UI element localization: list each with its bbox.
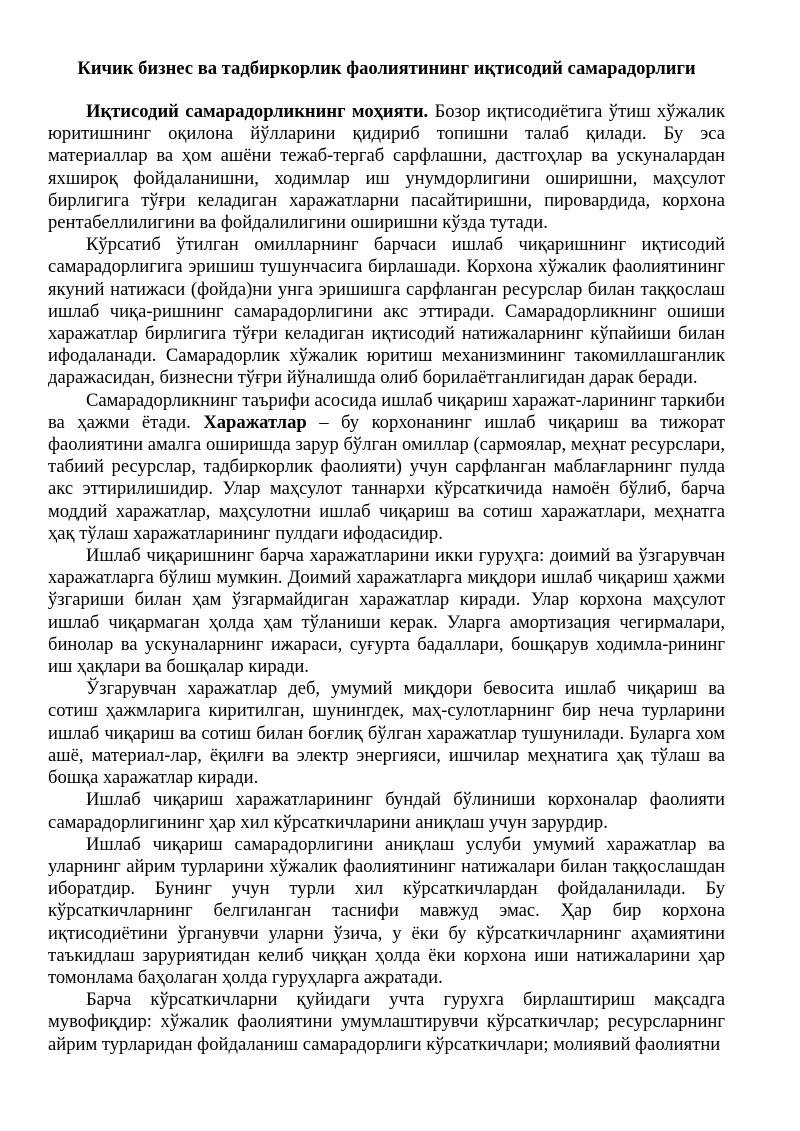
paragraph-text: Бозор иқтисодиётига ўтиш хўжалик юритишнинг оқилона йўлларини қидириб топишни талаб қилади. Бу эса материаллар ва ҳом ашёни тежаб-тергаб сарфлашни, дастгоҳлар ва ускуналардан яхшироқ фойдаланишни, ходимлар иш унумдорлигини оширишни, маҳсулот бирлигига тўғри келадиган харажатларни пасайтиришни, пировардида, корхона рентабеллилигини ва фойдалилигини оширишни кўзда тутади. [48,101,726,234]
paragraph-text: – бу корхонанинг ишлаб чиқариш ва тижорат фаолиятини амалга оширишда зарур бўлган омиллар (сармоялар, меҳнат ресурслари, табиий ресурслар, тадбиркорлик фаолияти) учун сарфланган маблағларнинг пулда акс эттирилишидир. Улар маҳсулот таннархи кўрсаткичида намоён бўлиб, барча моддий харажатлар, маҳсулотни ишлаб чиқариш ва сотиш харажатлари, меҳнатга ҳақ тўлаш харажатларининг пулдаги ифодасидир. [48,411,725,544]
paragraph-variable-costs: Ўзгарувчан харажатлар деб, умумий миқдори бевосита ишлаб чиқариш ва сотиш ҳажмларига киритилган, шунингдек, маҳ-сулотларнинг бир неча турларини ишлаб чиқариш ва сотиш билан боғлиқ бўлган харажатлар тушунилади. Буларга хом ашё, материал-лар, ёқилғи ва электр энергияси, ишчилар меҳнатига ҳақ тўлаш ва бошқа харажатлар киради. [48,678,725,789]
document-page [48,58,725,1056]
paragraph-text: Самарадорликнинг таърифи асосида ишлаб чиқариш харажат-ларининг таркиби ва ҳажми ётади. [48,389,725,433]
paragraph-costs-definition [48,390,725,545]
paragraph-fixed-costs: Ишлаб чиқаришнинг барча харажатларини икки гуруҳга: доимий ва ўзгарувчан харажатларга бўлиш мумкин. Доимий харажатларга миқдори ишлаб чиқариш ҳажми ўзгариши билан ҳам ўзгармайдиган харажатлар киради. Улар корхона маҳсулот ишлаб чиқармаган ҳолда ҳам тўланиши керак. Уларга амортизация чегирмалари, бинолар ва ускуналарнинг ижараси, суғурта бадаллари, бошқарув ходимла-рининг иш ҳақлари ва бошқалар киради. [48,545,725,678]
paragraph-essence [48,101,725,234]
paragraph-indicator-groups: Барча кўрсаткичларни қуйидаги учта гурухга бирлаштириш мақсадга мувофиқдир: хўжалик фаолиятини умумлаштирувчи кўрсаткичлар; ресурсларнинг айрим турларидан фойдаланиш самарадорлиги кўрсаткичлари; молиявий фаолиятни [48,989,725,1055]
paragraph-factors: Кўрсатиб ўтилган омилларнинг барчаси ишлаб чиқаришнинг иқтисодий самарадорлигига эришиш тушунчасига бирлашади. Корхона хўжалик фаолиятининг якуний натижаси (фойда)ни унга эришишга сарфланган ресурслар билан таққослаш ишлаб чиқа-ришнинг самарадорлигини акс эттиради. Самарадорликнинг ошиши харажатлар бирлигига тўғри келадиган иқтисодий натижаларнинг кўпайиши билан ифодаланади. Самарадорлик хўжалик юритиш механизмининг такомиллашганлик даражасидан, бизнесни тўғри йўналишда олиб борилаётганлигидан дарак беради. [48,234,725,389]
paragraph-cost-division: Ишлаб чиқариш харажатларининг бундай бўлиниши корхоналар фаолияти самарадорлигининг ҳар хил кўрсаткичларини аниқлаш учун зарурдир. [48,789,725,833]
paragraph-method: Ишлаб чиқариш самарадорлигини аниқлаш услуби умумий харажатлар ва уларнинг айрим турларини хўжалик фаолиятининг натижалари билан таққослашдан иборатдир. Бунинг учун турли хил кўрсаткичлардан фойдаланилади. Бу кўрсаткичларнинг белгиланган таснифи мавжуд эмас. Ҳар бир корхона иқтисодиётини ўрганувчи уларни ўзича, у ёки бу кўрсаткичларнинг аҳамиятини таъкидлаш заруриятидан келиб чиққан ҳолда ёки корхона иши натижаларини ҳар томонлама баҳолаган ҳолда гуруҳларга ажратади. [48,833,725,988]
paragraph-lead-heading: Иқтисодий самарадорликнинг моҳияти. [86,101,429,122]
document-title: Кичик бизнес ва тадбиркорлик фаолиятининг иқтисодий самарадорлиги [77,58,696,79]
term-costs: Харажатлар [203,411,307,433]
